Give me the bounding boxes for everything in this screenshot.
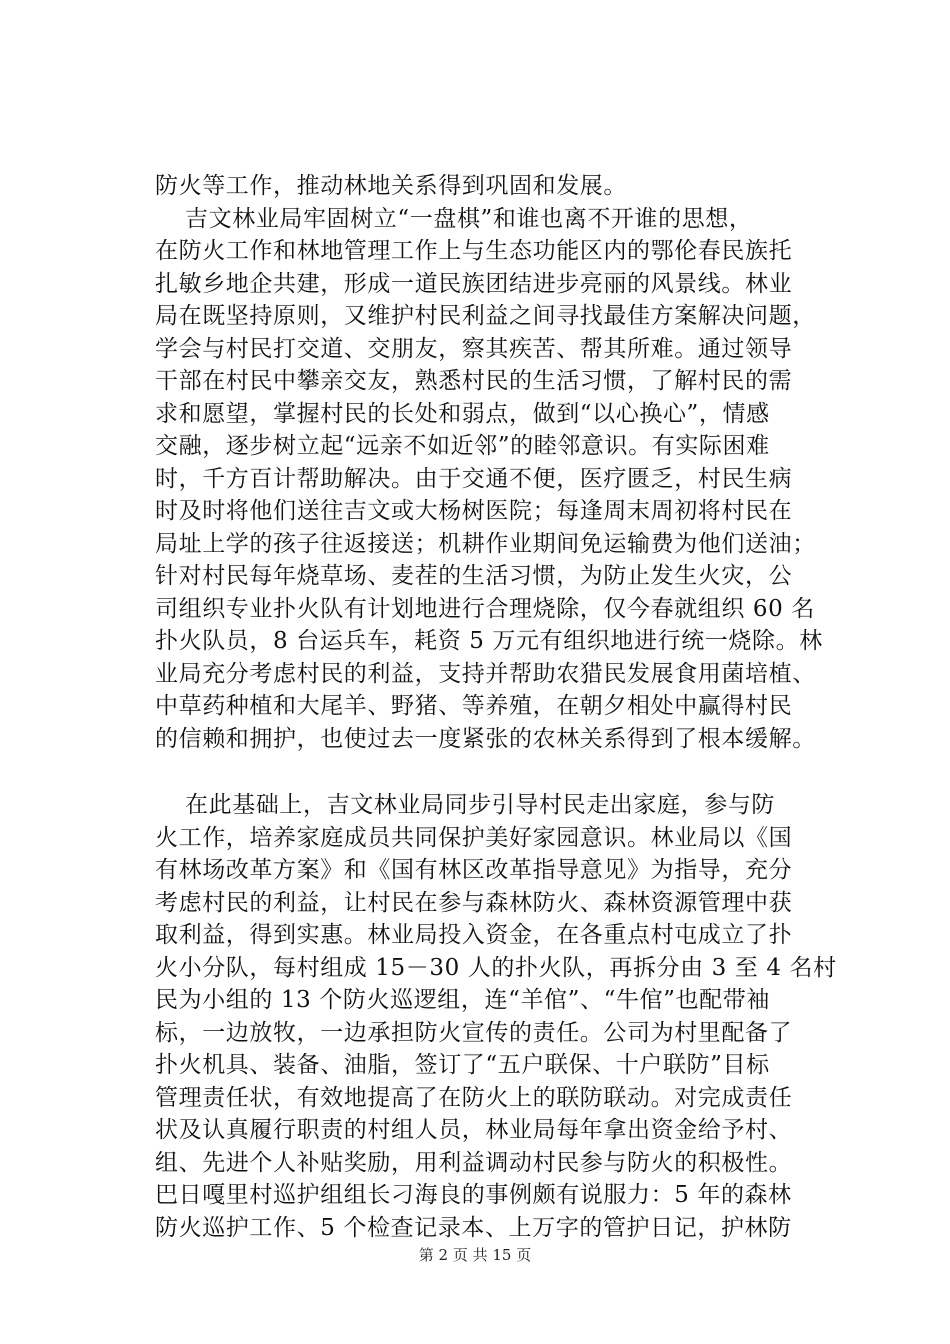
- text-line: 求和愿望，掌握村民的长处和弱点，做到“以心换心”，情感: [155, 400, 770, 427]
- text-line: 状及认真履行职责的村组人员，林业局每年拿出资金给予村、: [155, 1117, 793, 1143]
- paragraph-spacer: [155, 755, 855, 789]
- text-line: 扑火队员，8 台运兵车，耗资 5 万元有组织地进行统一烧除。林: [155, 628, 823, 654]
- text-line: 防火巡护工作、5 个检查记录本、上万字的管护日记，护林防: [155, 1214, 792, 1241]
- text-line: 局址上学的孩子往返接送；机耕作业期间免运输费为他们送油；: [155, 530, 816, 557]
- text-line: 火工作，培养家庭成员共同保护美好家园意识。林业局以《国: [155, 824, 793, 851]
- text-line: 时，千方百计帮助解决。由于交通不便，医疗匮乏，村民生病: [155, 465, 793, 492]
- text-line: 管理责任状，有效地提高了在防火上的联防联动。对完成责任: [155, 1084, 793, 1111]
- text-line: 学会与村民打交道、交朋友，察其疾苦、帮其所难。通过领导: [155, 335, 793, 362]
- page-footer: 第 2 页 共 15 页: [418, 1246, 532, 1264]
- text-line: 中草药种植和大尾羊、野猪、等养殖，在朝夕相处中赢得村民: [155, 693, 793, 719]
- text-line: 防火等工作，推动林地关系得到巩固和发展。: [155, 173, 627, 199]
- text-line: 扑火机具、装备、油脂，签订了“五户联保、十户联防”目标: [155, 1052, 770, 1078]
- text-line: 标，一边放牧，一边承担防火宣传的责任。公司为村里配备了: [155, 1019, 793, 1046]
- text-line: 取利益，得到实惠。林业局投入资金，在各重点村屯成立了扑: [155, 922, 793, 948]
- text-line: 巴日嘎里村巡护组组长刁海良的事例颇有说服力：5 年的森林: [155, 1182, 792, 1208]
- text-line: 有林场改革方案》和《国有林区改革指导意见》为指导，充分: [155, 857, 793, 883]
- paragraph: [155, 203, 855, 756]
- text-line: 的信赖和拥护，也使过去一度紧张的农林关系得到了根本缓解。: [155, 725, 816, 752]
- text-line: 考虑村民的利益，让村民在参与森林防火、森林资源管理中获: [155, 889, 793, 916]
- paragraph: [155, 789, 855, 1244]
- text-line: 局在既坚持原则，又维护村民利益之间寻找最佳方案解决问题，: [155, 303, 816, 329]
- text-line: 吉文林业局牢固树立“一盘棋”和谁也离不开谁的思想，: [185, 205, 753, 232]
- text-line: 干部在村民中攀亲交友，熟悉村民的生活习惯，了解村民的需: [155, 368, 793, 394]
- text-line: 业局充分考虑村民的利益，支持并帮助农猎民发展食用菌培植、: [155, 660, 816, 687]
- text-line: 组、先进个人补贴奖励，用利益调动村民参与防火的积极性。: [155, 1149, 793, 1176]
- text-line: 在此基础上，吉文林业局同步引导村民走出家庭，参与防: [185, 792, 775, 818]
- text-line: 司组织专业扑火队有计划地进行合理烧除，仅今春就组织 60 名: [155, 595, 815, 622]
- text-line: 针对村民每年烧草场、麦茬的生活习惯，为防止发生火灾，公: [155, 563, 793, 589]
- text-line: 火小分队，每村组成 15－30 人的扑火队，再拆分由 3 至 4 名村: [155, 954, 837, 981]
- text-line: 交融，逐步树立起“远亲不如近邻”的睦邻意识。有实际困难: [155, 433, 770, 459]
- text-line: 民为小组的 13 个防火巡逻组，连“羊倌”、“牛倌”也配带袖: [155, 987, 770, 1013]
- text-line: 在防火工作和林地管理工作上与生态功能区内的鄂伦春民族托: [155, 238, 793, 264]
- paragraph: [155, 170, 855, 203]
- text-line: 扎敏乡地企共建，形成一道民族团结进步亮丽的风景线。林业: [155, 270, 793, 297]
- text-line: 时及时将他们送往吉文或大杨树医院；每逢周末周初将村民在: [155, 498, 793, 524]
- document-body: [155, 170, 855, 1244]
